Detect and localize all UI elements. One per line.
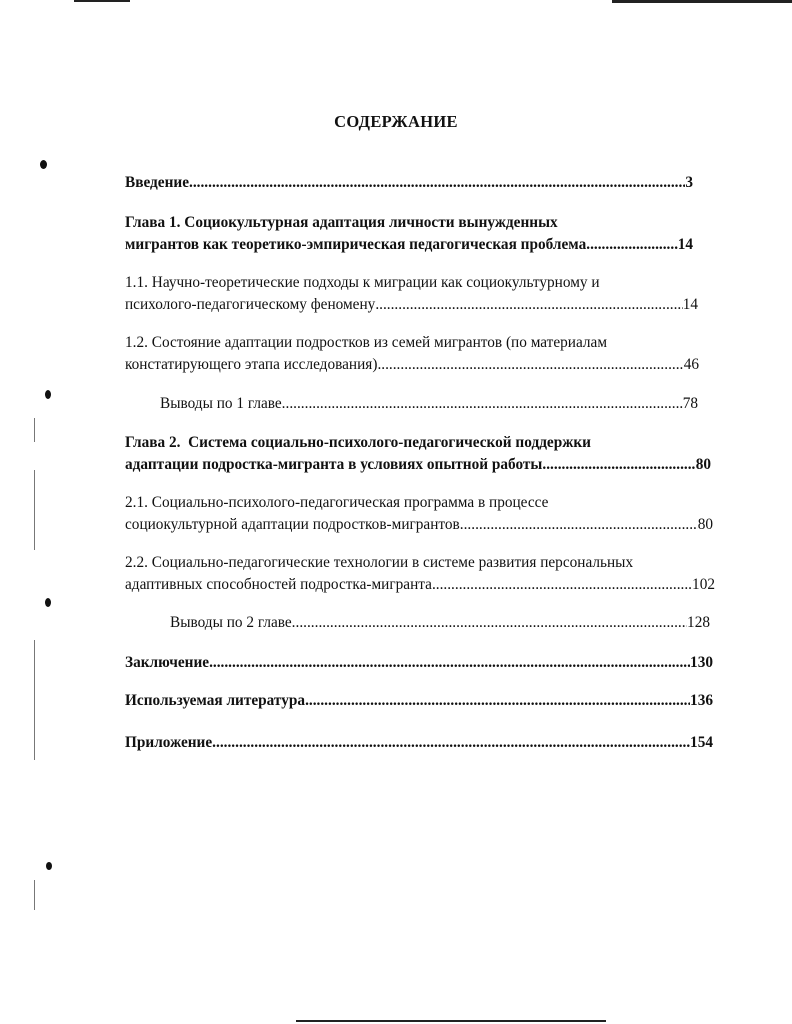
toc-entry-page: 102 — [692, 576, 715, 593]
toc-entry-label-line: социокультурной адаптации подростков-мигрантов — [125, 516, 460, 533]
toc-entry-page: 14 — [682, 296, 698, 313]
toc-entry-label: Выводы по 2 главе — [170, 614, 292, 631]
toc-entry-conclusions-1[interactable] — [160, 393, 698, 415]
scan-edge-top-left — [74, 0, 130, 2]
toc-entry-label: Заключение — [125, 654, 210, 671]
toc-entry-page: 154 — [690, 734, 713, 751]
toc-entry-label-line: констатирующего этапа исследования) — [125, 356, 378, 373]
toc-entry-label-line: 1.2. Состояние адаптации подростков из семей мигрантов (по материалам — [125, 334, 608, 351]
scan-speck — [45, 390, 51, 399]
toc-entry-page: 80 — [697, 516, 713, 533]
toc-entry-label: Приложение — [125, 734, 213, 751]
toc-entry-label-line: адаптивных способностей подростка-мигранта — [125, 576, 432, 593]
toc-entry-label-line: адаптации подростка-мигранта в условиях опытной работы — [125, 456, 543, 473]
scan-speck — [45, 598, 51, 607]
toc-entry-conclusions-2[interactable] — [170, 612, 710, 634]
toc-entry-label: Используемая литература — [125, 692, 306, 709]
scan-margin-line — [34, 880, 35, 910]
toc-entry-label-line: 2.2. Социально-педагогические технологии в системе развития персональных — [125, 554, 634, 571]
scan-edge-bottom — [296, 1020, 606, 1022]
toc-entry-page: 136 — [690, 692, 713, 709]
toc-entry-page: 128 — [687, 614, 710, 631]
toc-entry-page: 14 — [677, 236, 693, 253]
toc-entry-chapter-2[interactable] — [125, 432, 711, 476]
scan-margin-line — [34, 418, 35, 442]
toc-entry-page: 80 — [695, 456, 711, 473]
scan-edge-top-right — [612, 0, 792, 3]
scan-margin-line — [34, 470, 35, 550]
toc-entry-section-2-2[interactable] — [125, 552, 715, 596]
toc-entry-appendix[interactable] — [125, 732, 713, 754]
toc-entry-page: 3 — [685, 174, 693, 191]
toc-entry-section-2-1[interactable] — [125, 492, 713, 536]
scan-speck — [46, 862, 52, 870]
toc-entry-page: 78 — [682, 395, 698, 412]
toc-entry-label-line: мигрантов как теоретико-эмпирическая педагогическая проблема — [125, 236, 587, 253]
scan-margin-line — [34, 640, 35, 760]
toc-entry-label-line: 1.1. Научно-теоретические подходы к миграции как социокультурному и — [125, 274, 600, 291]
toc-entry-section-1-2[interactable] — [125, 332, 699, 376]
toc-entry-page: 130 — [690, 654, 713, 671]
toc-entry-label-line: Глава 1. Социокультурная адаптация личности вынужденных — [125, 214, 558, 231]
toc-entry-page: 46 — [683, 356, 699, 373]
page-title: СОДЕРЖАНИЕ — [334, 112, 458, 131]
toc-entry-label-line: Глава 2. Система социально-психолого-педагогической поддержки — [125, 434, 591, 451]
toc-entry-label-line: психолого-педагогическому феномену — [125, 296, 376, 313]
toc-entry-label: Выводы по 1 главе — [160, 395, 282, 412]
toc-entry-section-1-1[interactable] — [125, 272, 698, 316]
toc-entry-label-line: 2.1. Социально-психолого-педагогическая программа в процессе — [125, 494, 549, 511]
toc-entry-label: Введение — [125, 174, 189, 191]
scan-speck — [40, 160, 47, 169]
toc-entry-introduction[interactable] — [125, 172, 693, 194]
toc-entry-chapter-1[interactable] — [125, 212, 693, 256]
toc-entry-references[interactable] — [125, 690, 713, 712]
toc-entry-conclusion[interactable] — [125, 652, 713, 674]
